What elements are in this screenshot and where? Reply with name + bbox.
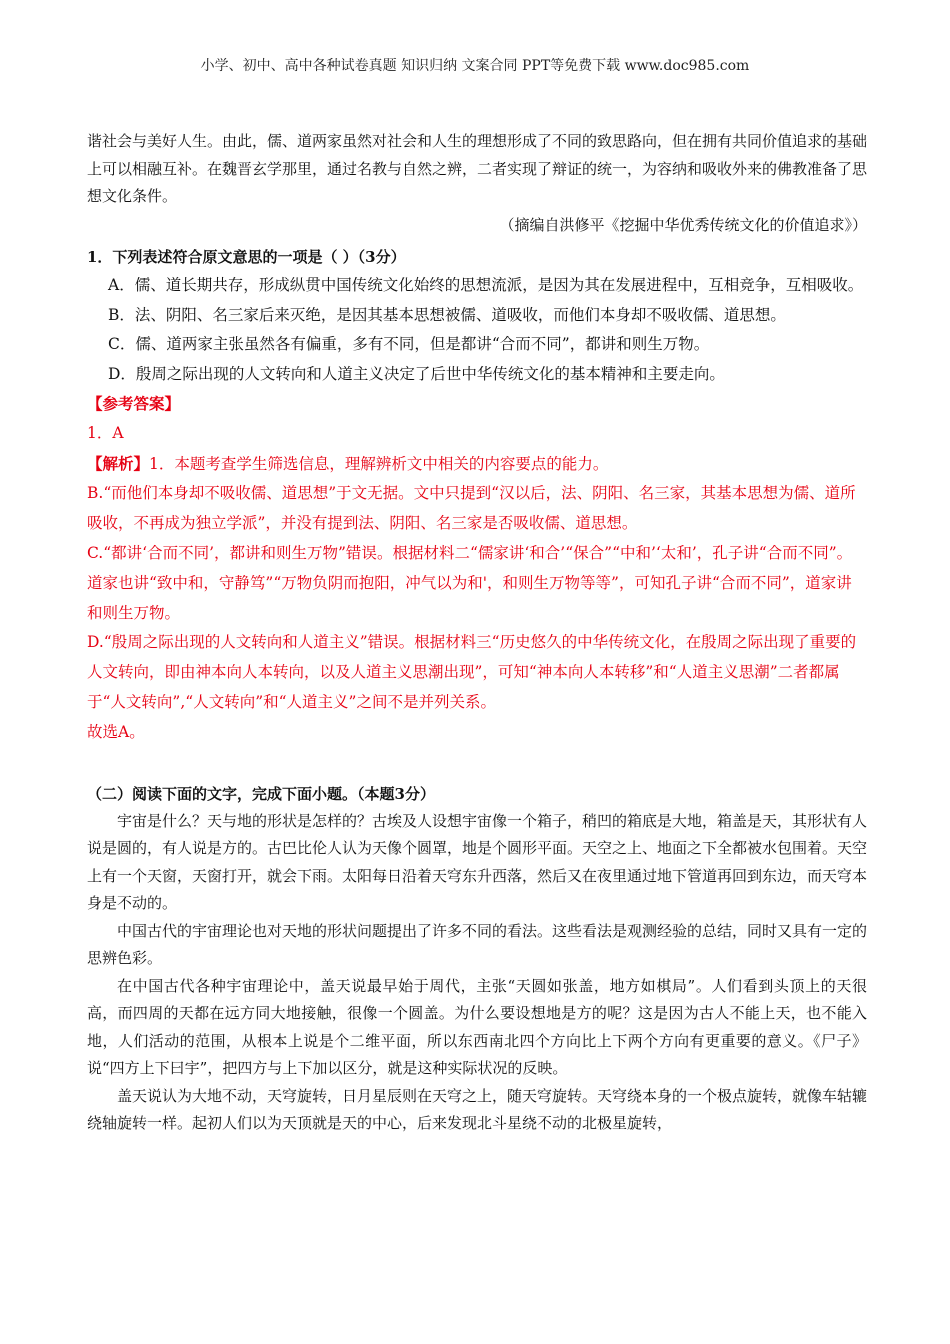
analysis-option-c: C.“都讲‘合而不同’，都讲和则生万物”错误。根据材料二“儒家讲‘和合’“保合”“中和’‘太和’，孔子讲“合而不同”。道家也讲“致中和，守静笃”“万物负阴而抱阳，冲气以为和'，和则生万物等等”，可知孔子讲“合而不同”，道家讲和则生万物。 (87, 543, 853, 622)
option-d: D．殷周之际出现的人文转向和人道主义决定了后世中华传统文化的基本精神和主要走向。 (108, 364, 725, 383)
option-b: B．法、阴阳、名三家后来灭绝，是因其基本思想被儒、道吸收，而他们本身却不吸收儒、道思想。 (108, 305, 786, 324)
page-header (0, 55, 950, 75)
answer-heading-text: 【参考答案】 (87, 394, 181, 413)
header-text: 小学、初中、高中各种试卷真题 知识归纳 文案合同 PPT等免费下载 www.doc985.com (200, 58, 750, 74)
answer-heading (87, 389, 867, 419)
analysis-conclusion: 故选A。 (87, 722, 145, 741)
section-2-heading: （二）阅读下面的文字，完成下面小题。（本题3分） (87, 784, 435, 803)
analysis-option-d: D.“殷周之际出现的人文转向和人道主义”错误。根据材料三“历史悠久的中华传统文化，在殷周之际出现了重要的人文转向，即由神本向人本转向，以及人道主义思潮出现”，可知“神本向人本转移”和“人道主义思潮”二者都属于“人文转向”,“人文转向”和“人道主义”之间不是并列关系。 (87, 633, 857, 711)
analysis-label: 【解析】 (87, 453, 150, 473)
analysis-option-b: B.“而他们本身却不吸收儒、道思想”于文无据。文中只提到“汉以后，法、阴阳、名三家，其基本思想为儒、道所吸收，不再成为独立学派”，并没有提到法、阴阳、名三家是否吸收儒、道思想。 (87, 484, 856, 533)
section-2-paragraph-3: 在中国古代各种宇宙理论中，盖天说最早始于周代，主张“天圆如张盖，地方如棋局”。人们看到头顶上的天很高，而四周的天都在远方同大地接触，很像一个圆盖。为什么要设想地是方的呢？这是因为古人不能上天，也不能入地，人们活动的范围，从根本上说是个二维平面，所以东西南北四个方向比上下两个方向有更重要的意义。《尸子》说“四方上下曰宇”，把四方与上下加以区分，就是这种实际状况的反映。 (87, 976, 867, 1078)
question-1-stem: 1．下列表述符合原文意思的一项是（ ）（3分） (87, 248, 406, 266)
analysis-intro (87, 449, 867, 480)
section-2-paragraph-1: 宇宙是什么？天与地的形状是怎样的？古埃及人设想宇宙像一个箱子，稍凹的箱底是大地，箱盖是天，其形状有人说是圆的，有人说是方的。古巴比伦人认为天像个圆罩，地是个圆形平面。天空之上、地面之下全都被水包围着。天空上有一个天窗，天窗打开，就会下雨。太阳每日沿着天穹东升西落，然后又在夜里通过地下管道再回到东边，而天穹本身是不动的。 (87, 811, 868, 913)
option-a: A．儒、道长期共存，形成纵贯中国传统文化始终的思想流派，是因为其在发展进程中，互相竞争，互相吸收。 (108, 276, 864, 294)
passage-source: （摘编自洪修平《挖掘中华优秀传统文化的价值追求》） (499, 215, 867, 234)
document-body (87, 128, 867, 1138)
answer-value: 1．A (87, 423, 124, 442)
section-2-paragraph-4: 盖天说认为大地不动，天穹旋转，日月星辰则在天穹之上，随天穹旋转。天穹绕本身的一个极点旋转，就像车轱辘绕轴旋转一样。起初人们以为天顶就是天的中心，后来发现北斗星绕不动的北极星旋转， (87, 1086, 868, 1133)
analysis-intro-text: 1．本题考查学生筛选信息，理解辨析文中相关的内容要点的能力。 (149, 454, 609, 473)
section-2-paragraph-2: 中国古代的宇宙理论也对天地的形状问题提出了许多不同的看法。这些看法是观测经验的总结，同时又具有一定的思辨色彩。 (87, 921, 868, 968)
passage-tail: 谐社会与美好人生。由此，儒、道两家虽然对社会和人生的理想形成了不同的致思路向，但在拥有共同价值追求的基础上可以相融互补。在魏晋玄学那里，通过名教与自然之辨，二者实现了辩证的统一，为容纳和吸收外来的佛教准备了思想文化条件。 (87, 132, 868, 205)
option-c: C．儒、道两家主张虽然各有偏重，多有不同，但是都讲“合而不同”，都讲和则生万物。 (108, 335, 710, 353)
